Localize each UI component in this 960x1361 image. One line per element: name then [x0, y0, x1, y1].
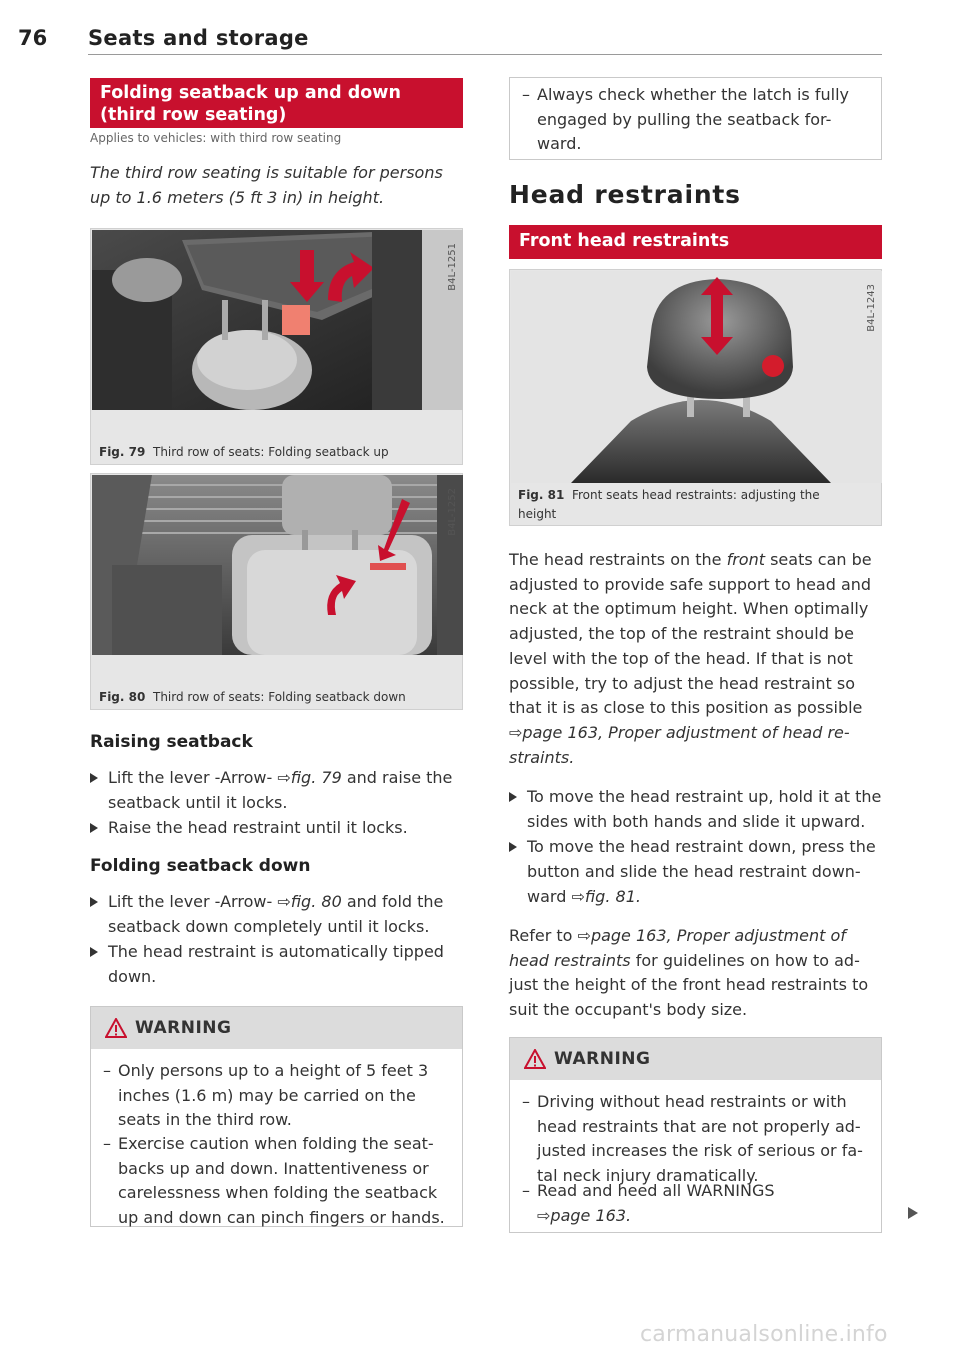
warning-title: WARNING [554, 1049, 651, 1069]
figure-81 [509, 269, 882, 526]
section-title-front-head-restraints: Front head restraints [509, 225, 882, 259]
warning-box-right: WARNING – Driving without head restraints or with head restraints that are not properly ad- justed increases the risk of serious or fa- tal neck injury dramatically. – Read and heed all WARNINGS ⇨page 163. [509, 1037, 882, 1233]
figure-80-link[interactable]: fig. 80 [290, 892, 342, 911]
folding-step-2: The head restraint is automatically tipped down. [90, 939, 463, 989]
bullet-triangle-icon [509, 842, 517, 852]
figure-79-link[interactable]: fig. 79 [290, 768, 342, 787]
folding-step-1: Lift the lever -Arrow- ⇨fig. 80 and fold the seatback down completely until it locks. [90, 889, 463, 939]
figure-81-caption: Fig. 81 Front seats head restraints: adjusting the height [518, 488, 820, 521]
ref-arrow-icon: ⇨ [577, 926, 591, 945]
watermark: carmanualsonline.info [640, 1322, 888, 1347]
warning-triangle-icon [524, 1049, 546, 1069]
figure-81-code: B4L-1243 [866, 284, 877, 332]
move-down-step: To move the head restraint down, press the button and slide the head restraint down- ward ⇨fig. 81. [509, 834, 882, 909]
raising-step-2: Raise the head restraint until it locks. [90, 815, 463, 840]
bullet-triangle-icon [90, 823, 98, 833]
raising-seatback-title: Raising seatback [90, 732, 253, 752]
figure-81-label: Fig. 81 [518, 488, 565, 502]
page-163-link[interactable]: page 163, Proper adjustment of [590, 926, 846, 945]
page-163-link[interactable]: page 163. [550, 1205, 632, 1225]
intro-text: The third row seating is suitable for persons up to 1.6 meters (5 ft 3 in) in height. [90, 163, 443, 207]
figure-81-photo [511, 271, 882, 483]
figure-79-text: Third row of seats: Folding seatback up [152, 445, 389, 459]
figure-81-link[interactable]: fig. 81. [584, 887, 641, 906]
folding-seatback-title: Folding seatback down [90, 856, 311, 876]
chapter-title: Seats and storage [88, 26, 309, 50]
figure-79-photo [92, 230, 463, 410]
ref-arrow-icon: ⇨ [509, 722, 523, 742]
body-paragraph-1: The head restraints on the front seats can be adjusted to provide safe support to head and neck at the optimum height. When optimally adjusted, the top of the restraint should be level with the top of the head. If that is not possible, try to adjust the head restraint so that it is as close to this position as possible ⇨page 163, Proper adjustment of head re- straints. [509, 550, 872, 767]
raising-step-1: Lift the lever -Arrow- ⇨fig. 79 and raise the seatback until it locks. [90, 765, 463, 815]
section-title-folding-seatback: Folding seatback up and down (third row seating) [90, 78, 463, 128]
ref-arrow-icon: ⇨ [537, 1205, 551, 1225]
bullet-triangle-icon [90, 773, 98, 783]
heading-head-restraints: Head restraints [509, 180, 741, 209]
applies-to-note: Applies to vehicles: with third row seating [90, 131, 342, 145]
figure-80-photo [92, 475, 463, 655]
warning-header [91, 1007, 462, 1049]
warning-title: WARNING [135, 1018, 232, 1038]
figure-79 [90, 228, 463, 465]
bullet-triangle-icon [90, 897, 98, 907]
header-rule [88, 54, 882, 55]
bullet-triangle-icon [90, 947, 98, 957]
figure-79-label: Fig. 79 [99, 445, 146, 459]
warning-box-left: WARNING – Only persons up to a height of 5 feet 3 inches (1.6 m) may be carried on the seats in the third row. – Exercise caution when folding the seat- backs up and down. Inattentiveness or carelessness when folding the seatback up and down can pinch fingers or hands. [90, 1006, 463, 1227]
figure-80-text: Third row of seats: Folding seatback down [152, 690, 406, 704]
move-up-step: To move the head restraint up, hold it at the sides with both hands and slide it upward. [509, 784, 882, 834]
bullet-triangle-icon [509, 792, 517, 802]
page-number: 76 [18, 26, 48, 50]
ref-arrow-icon: ⇨ [571, 887, 585, 906]
figure-80-label: Fig. 80 [99, 690, 146, 704]
warning-continued-box: – Always check whether the latch is fully engaged by pulling the seatback for- ward. [509, 77, 882, 160]
warning-triangle-icon [105, 1018, 127, 1038]
warning-header [510, 1038, 881, 1080]
continue-arrow-icon [908, 1207, 918, 1219]
figure-80 [90, 473, 463, 710]
body-paragraph-2: Refer to ⇨page 163, Proper adjustment of head restraints for guidelines on how to ad- just the height of the front head restraints to suit the occupant's body size. [509, 926, 869, 1020]
ref-arrow-icon: ⇨ [277, 892, 291, 911]
figure-80-code: B4L-1252 [447, 488, 458, 536]
figure-79-code: B4L-1251 [447, 243, 458, 291]
ref-arrow-icon: ⇨ [277, 768, 291, 787]
page-163-link[interactable]: page 163, Proper adjustment of head re- [522, 722, 850, 742]
figure-80-caption [99, 688, 406, 707]
figure-79-caption [99, 443, 389, 462]
